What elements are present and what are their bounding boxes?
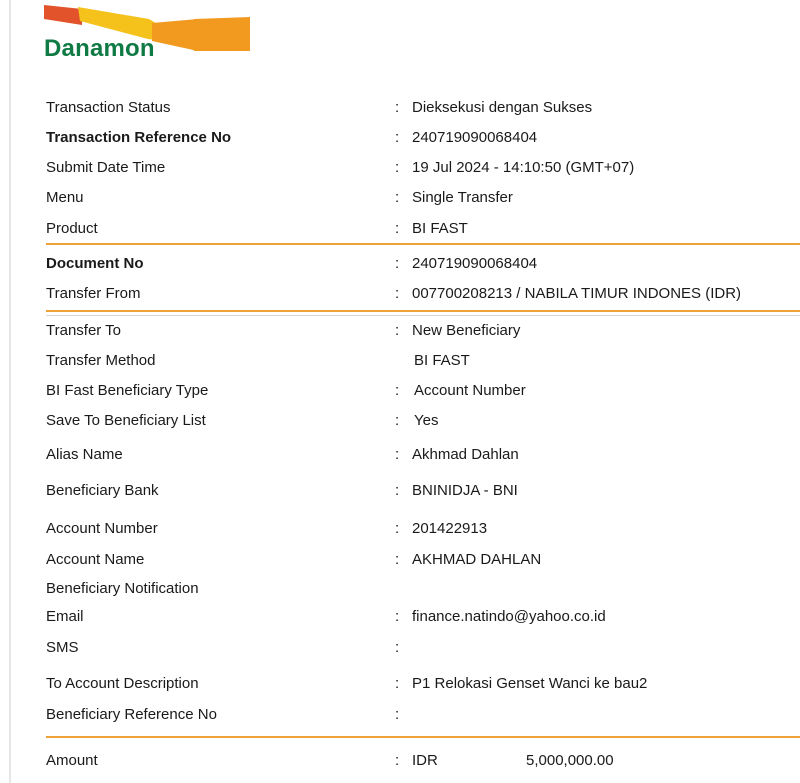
field-label: Beneficiary Notification (46, 580, 199, 597)
detail-row (0, 125, 800, 151)
detail-row (0, 478, 800, 504)
field-value: BNINIDJA - BNI (412, 482, 518, 499)
detail-row (0, 516, 800, 542)
colon: : (395, 639, 400, 656)
colon: : (395, 482, 400, 499)
detail-row (0, 155, 800, 181)
field-value: BI FAST (412, 220, 468, 237)
amount-row (0, 748, 800, 774)
detail-row (0, 635, 800, 661)
logo-orange-block (152, 19, 198, 51)
colon: : (395, 412, 400, 429)
field-value: Yes (414, 412, 439, 429)
field-value: Dieksekusi dengan Sukses (412, 99, 593, 116)
section-divider (46, 310, 800, 312)
amount-currency: IDR (412, 752, 438, 769)
colon: : (395, 706, 400, 723)
detail-row (0, 95, 800, 121)
field-value: P1 Relokasi Genset Wanci ke bau2 (412, 675, 648, 692)
detail-row (0, 671, 800, 697)
field-label: Transfer To (46, 322, 122, 339)
colon: : (395, 446, 400, 463)
field-label: SMS (46, 639, 79, 656)
field-label: Menu (46, 189, 84, 206)
section-divider (46, 736, 800, 738)
detail-row (0, 348, 800, 374)
field-label: Product (46, 220, 98, 237)
colon: : (395, 129, 400, 146)
field-label: Transfer From (46, 285, 141, 302)
colon: : (395, 285, 400, 302)
field-label: To Account Description (46, 675, 199, 692)
detail-row (0, 576, 800, 602)
detail-row (0, 408, 800, 434)
detail-row (0, 251, 800, 277)
colon: : (395, 189, 400, 206)
field-label: Transaction Reference No (46, 129, 232, 146)
field-value: 007700208213 / NABILA TIMUR INDONES (IDR) (412, 285, 742, 302)
detail-row (0, 604, 800, 630)
field-label: Submit Date Time (46, 159, 166, 176)
detail-row (0, 318, 800, 344)
field-value: 19 Jul 2024 - 14:10:50 (GMT+07) (412, 159, 635, 176)
amount-label: Amount (46, 752, 98, 769)
logo-orange-block-right (194, 17, 250, 51)
field-value: 201422913 (412, 520, 488, 537)
colon: : (395, 255, 400, 272)
detail-row (0, 547, 800, 573)
detail-row (0, 216, 800, 242)
field-label: Beneficiary Reference No (46, 706, 217, 723)
field-label: Account Number (46, 520, 158, 537)
colon: : (395, 520, 400, 537)
field-label: Save To Beneficiary List (46, 412, 206, 429)
field-value: Akhmad Dahlan (412, 446, 519, 463)
colon: : (395, 159, 400, 176)
field-value: New Beneficiary (412, 322, 521, 339)
colon: : (395, 675, 400, 692)
field-label: Transaction Status (46, 99, 171, 116)
field-value: 240719090068404 (412, 255, 538, 272)
detail-row (0, 185, 800, 211)
colon: : (395, 99, 400, 116)
logo-wordmark: Danamon (44, 35, 155, 62)
field-label: Beneficiary Bank (46, 482, 159, 499)
field-value: BI FAST (414, 352, 470, 369)
field-label: Transfer Method (46, 352, 156, 369)
detail-row (0, 281, 800, 307)
danamon-logo (44, 5, 250, 63)
colon: : (395, 608, 400, 625)
colon: : (395, 220, 400, 237)
detail-row (0, 702, 800, 728)
colon: : (395, 382, 400, 399)
field-label: BI Fast Beneficiary Type (46, 382, 209, 399)
section-divider (46, 243, 800, 245)
detail-row (0, 442, 800, 468)
field-value: AKHMAD DAHLAN (412, 551, 542, 568)
section-divider-thin (46, 315, 800, 316)
colon: : (395, 322, 400, 339)
detail-row (0, 378, 800, 404)
colon: : (395, 752, 400, 769)
field-label: Account Name (46, 551, 145, 568)
field-value: 240719090068404 (412, 129, 538, 146)
field-value: finance.natindo@yahoo.co.id (412, 608, 606, 625)
logo-red-stripe (44, 5, 82, 25)
field-label: Email (46, 608, 84, 625)
amount-value: 5,000,000.00 (526, 752, 614, 769)
colon: : (395, 551, 400, 568)
field-label: Document No (46, 255, 144, 272)
field-value: Single Transfer (412, 189, 513, 206)
field-label: Alias Name (46, 446, 123, 463)
field-value: Account Number (414, 382, 526, 399)
